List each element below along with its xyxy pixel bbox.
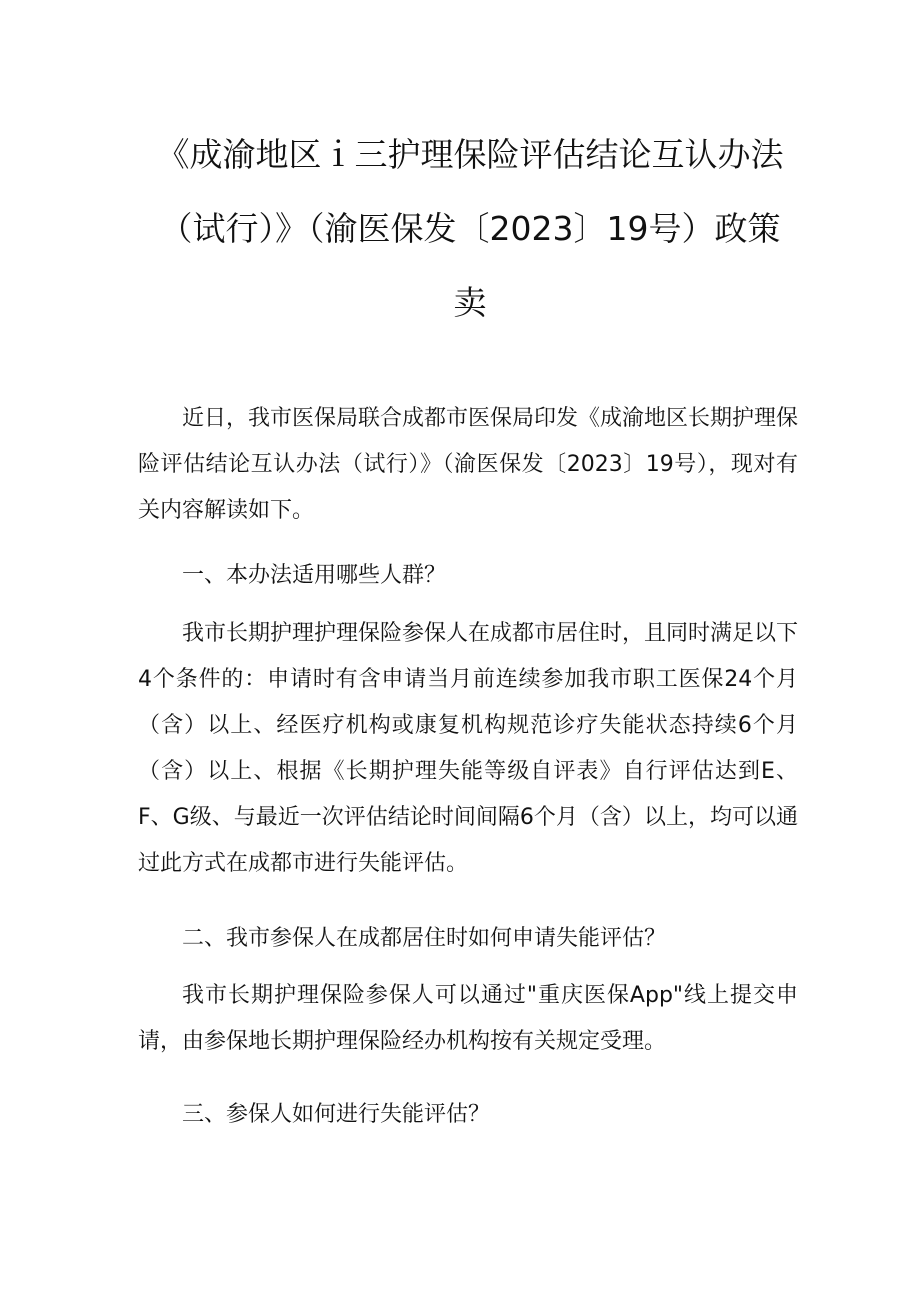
section-heading-3: 三、参保人如何进行失能评估？ (182, 1102, 491, 1127)
title-line-3: 卖 (453, 283, 487, 322)
document-title (150, 118, 790, 340)
intro-paragraph: 近日，我市医保局联合成都市医保局印发《成渝地区长期护理保险评估结论互认办法（试行）》（渝医保发〔2023〕19号），现对有关内容解读如下。 (138, 406, 799, 523)
title-line-2: （试行）》（渝医保发〔2023〕19号）政策 (159, 209, 781, 248)
section-answer-2: 我市长期护理保险参保人可以通过"重庆医保App"线上提交申请，由参保地长期护理保险经办机构按有关规定受理。 (138, 983, 798, 1054)
section-heading-2: 二、我市参保人在成都居住时如何申请失能评估？ (182, 926, 667, 951)
section-heading-1: 一、本办法适用哪些人群？ (182, 563, 447, 588)
section-answer-1: 我市长期护理护理保险参保人在成都市居住时，且同时满足以下4个条件的：申请时有含申请当月前连续参加我市职工医保24个月（含）以上、经医疗机构或康复机构规范诊疗失能状态持续6个月（含）以上、根据《长期护理失能等级自评表》自行评估达到E、F、G级、与最近一次评估结论时间间隔6个月（含）以上，均可以通过此方式在成都市进行失能评估。 (138, 621, 799, 876)
title-line-1: 《成渝地区ｉ三护理保险评估结论互认办法 (156, 135, 784, 174)
